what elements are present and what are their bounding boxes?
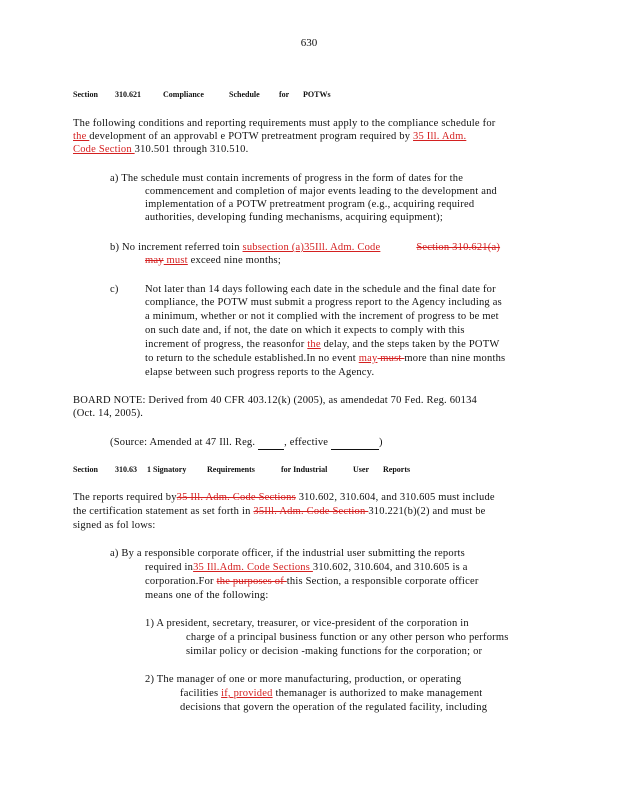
text-run: development of an approvabl e POTW pretreatment program required by	[89, 131, 414, 142]
deleted-text: Section 310.621(a)	[416, 242, 501, 253]
text-run: BOARD NOTE: Derived from 40 CFR 403.12(k) (2005), as amendedat 70 Fed. Reg. 60134	[73, 395, 477, 406]
text-run: delay, and the steps taken by the POTW	[320, 339, 500, 350]
heading-word: for Industrial	[281, 465, 328, 474]
source-line	[110, 436, 383, 450]
paragraph-line	[73, 505, 486, 518]
paragraph-line	[73, 519, 155, 532]
list-item-c-line	[145, 283, 496, 296]
section-word: Section	[73, 465, 98, 474]
list-item-c-line	[145, 338, 499, 351]
heading-word: for	[279, 90, 290, 99]
list-item-a-line	[110, 172, 463, 185]
text-run: The following conditions and reporting requirements must apply to the compliance schedule for	[73, 118, 496, 129]
paragraph-line	[73, 130, 466, 143]
text-run: this Section, a responsible corporate officer	[286, 576, 479, 587]
list-item-a-line	[145, 185, 497, 198]
paragraph-line	[73, 491, 495, 504]
text-run: similar policy or decision -making functions for the corporation; or	[186, 646, 483, 657]
inserted-text: the	[307, 339, 321, 350]
deleted-text: must	[377, 353, 405, 364]
sub-item-2-line	[180, 701, 487, 714]
text-run: facilities	[180, 688, 222, 699]
paragraph-line	[73, 117, 496, 130]
text-run: more than nine months	[404, 353, 506, 364]
text-run: charge of a principal business function or any other person who performs	[186, 632, 509, 643]
text-run: 310.501 through 310.510.	[134, 144, 249, 155]
heading-word: Reports	[383, 465, 411, 474]
text-run: elapse between such progress reports to the Agency.	[145, 367, 375, 378]
list-item-a-line	[145, 561, 468, 574]
text-run: 310.602, 310.604, and 310.605 is a	[312, 562, 468, 573]
text-run: 310.602, 310.604, and 310.605 must include	[295, 492, 495, 503]
text-run: )	[379, 437, 383, 448]
text-run: 310.221(b)(2) and must be	[368, 506, 486, 517]
list-item-c-line	[145, 310, 499, 323]
section-621-heading	[73, 90, 331, 99]
list-item-a-line	[145, 589, 268, 602]
list-item-c-line	[145, 324, 465, 337]
inserted-text: the	[73, 131, 90, 142]
section-number: 310.63	[115, 465, 137, 474]
text-run: , effective	[284, 437, 332, 448]
deleted-text: 35Ill. Adm. Code Section	[253, 506, 369, 517]
list-item-a-line	[145, 575, 479, 588]
heading-word: Compliance	[163, 90, 204, 99]
text-run: on such date and, if not, the date on which it expects to comply with this	[145, 325, 465, 336]
paragraph-line	[73, 143, 248, 156]
inserted-text: 35 Ill.Adm. Code Sections	[193, 562, 313, 573]
text-run: a) By a responsible corporate officer, if the industrial user submitting the reports	[110, 548, 465, 559]
text-run: exceed nine months;	[187, 255, 281, 266]
date-blank	[258, 436, 284, 450]
list-item-b-line	[145, 254, 281, 267]
text-run: required in	[145, 562, 194, 573]
text-run: 1) A president, secretary, treasurer, or vice-president of the corporation in	[145, 618, 469, 629]
heading-word: POTWs	[303, 90, 331, 99]
text-run: Not later than 14 days following each date in the schedule and the final date for	[145, 284, 496, 295]
heading-word: Schedule	[229, 90, 260, 99]
board-note-line	[73, 407, 143, 420]
text-run: the certification statement as set forth in	[73, 506, 254, 517]
text-run: means one of the following:	[145, 590, 269, 601]
list-item-c-line	[145, 352, 505, 365]
inserted-text: must	[163, 255, 188, 266]
list-item-b-line	[110, 241, 500, 254]
text-run: 2) The manager of one or more manufacturing, production, or operating	[145, 674, 462, 685]
list-item-a-line	[145, 211, 443, 224]
text-run: (Source: Amended at 47 Ill. Reg.	[110, 437, 259, 448]
sub-item-2-line	[145, 673, 461, 686]
inserted-text: Code Section	[73, 144, 135, 155]
text-run: signed as fol lows:	[73, 520, 156, 531]
text-run: to return to the schedule established.In no event	[145, 353, 359, 364]
sub-item-1-line	[186, 631, 509, 644]
list-item-a-line	[110, 547, 465, 560]
text-run: decisions that govern the operation of the regulated facility, including	[180, 702, 488, 713]
inserted-text: subsection (a)35Ill. Adm. Code	[242, 242, 381, 253]
text-run: commencement and completion of major events leading to the development and	[145, 186, 498, 197]
text-run: implementation of a POTW pretreatment program (e.g., acquiring required	[145, 199, 475, 210]
text-run: c)	[110, 284, 119, 295]
section-word: Section	[73, 90, 98, 99]
sub-item-1-line	[186, 645, 482, 658]
section-631-heading	[73, 465, 410, 474]
deleted-text: may	[145, 255, 164, 266]
page-number: 630	[300, 37, 318, 49]
text-run: a minimum, whether or not it complied with the increment of progress to be met	[145, 311, 499, 322]
text-run: themanager is authorized to make management	[272, 688, 483, 699]
deleted-text: the purposes of	[216, 576, 287, 587]
inserted-text: 35 Ill. Adm.	[413, 131, 467, 142]
text-run: (Oct. 14, 2005).	[73, 408, 144, 419]
inserted-text: if, provided	[221, 688, 273, 699]
sub-item-2-line	[180, 687, 482, 700]
section-number: 310.621	[115, 90, 141, 99]
list-item-c-line	[145, 366, 374, 379]
text-run: b) No increment referred toin	[110, 242, 243, 253]
text-run: compliance, the POTW must submit a progress report to the Agency including as	[145, 297, 502, 308]
list-item-a-line	[145, 198, 474, 211]
heading-word: Requirements	[207, 465, 255, 474]
text-run: increment of progress, the reasonfor	[145, 339, 308, 350]
text-run: corporation.For	[145, 576, 217, 587]
heading-word: User	[353, 465, 369, 474]
text-run: a) The schedule must contain increments of progress in the form of dates for the	[110, 173, 464, 184]
board-note-line	[73, 394, 477, 407]
list-item-c-line	[145, 296, 502, 309]
heading-word: 1 Signatory	[147, 465, 187, 474]
deleted-text: 35 Ill. Adm. Code Sections	[176, 492, 296, 503]
inserted-text: may	[358, 353, 378, 364]
effective-date-blank	[331, 436, 379, 450]
text-run: authorities, developing funding mechanisms, acquiring equipment);	[145, 212, 443, 223]
list-item-c-label	[110, 283, 119, 296]
sub-item-1-line	[145, 617, 469, 630]
text-run: The reports required by	[73, 492, 177, 503]
